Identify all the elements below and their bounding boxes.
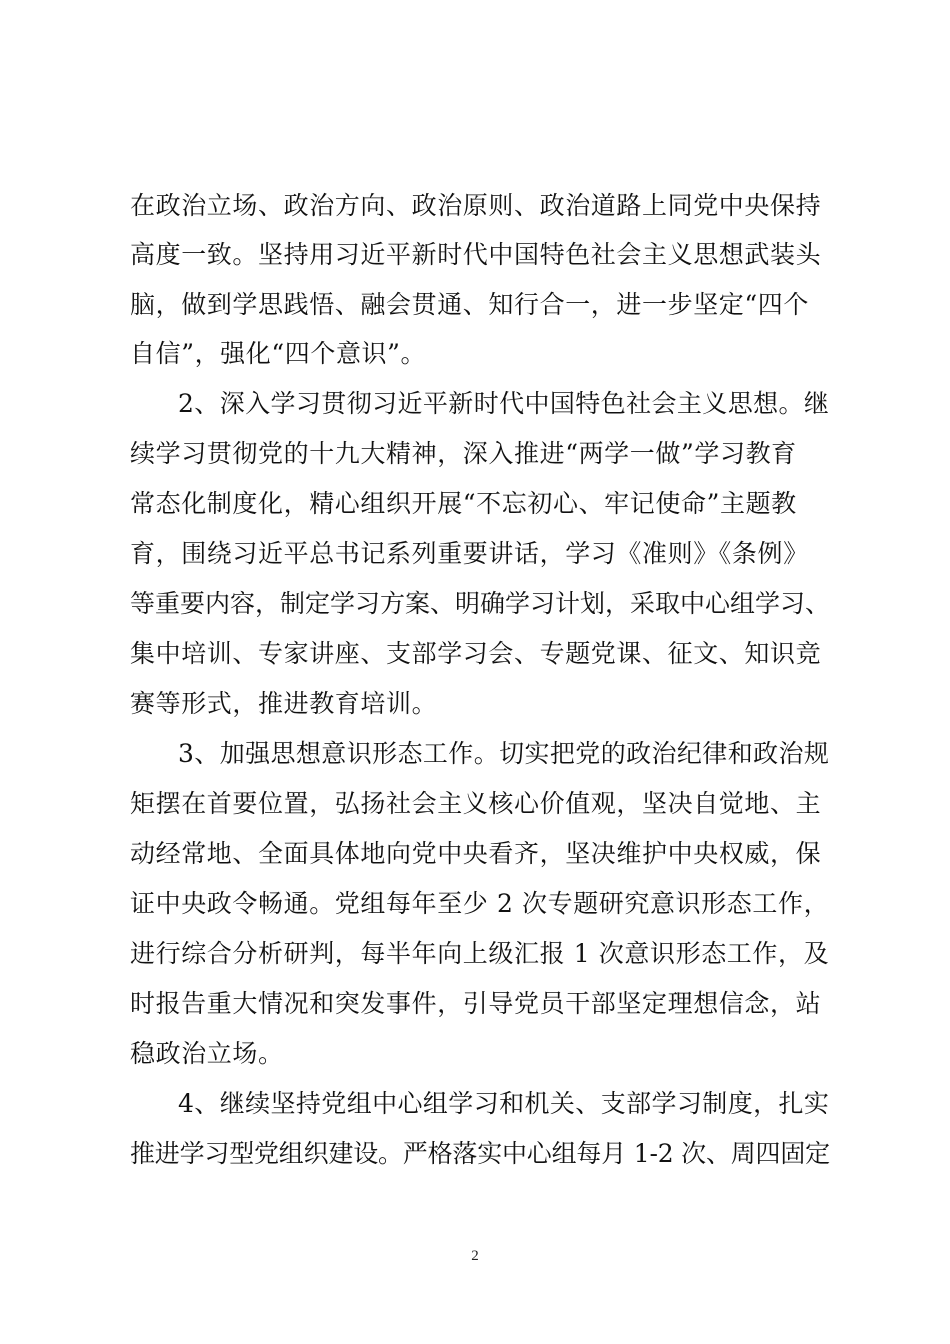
text-line: 时报告重大情况和突发事件，引导党员干部坚定理想信念，站 <box>130 989 822 1018</box>
text-line: 自信”，强化“四个意识”。 <box>130 339 427 368</box>
text-line: 2、深入学习贯彻习近平新时代中国特色社会主义思想。继 <box>178 389 830 418</box>
text-line: 等重要内容，制定学习方案、明确学习计划，采取中心组学习、 <box>130 589 831 618</box>
text-line: 高度一致。坚持用习近平新时代中国特色社会主义思想武装头 <box>130 240 822 269</box>
text-line: 集中培训、专家讲座、支部学习会、专题党课、征文、知识竞 <box>130 639 822 668</box>
text-line: 4、继续坚持党组中心组学习和机关、支部学习制度，扎实 <box>178 1089 830 1118</box>
text-line: 育，围绕习近平总书记系列重要讲话，学习《准则》《条例》 <box>130 539 809 568</box>
text-line: 脑，做到学思践悟、融会贯通、知行合一，进一步坚定“四个 <box>130 290 809 319</box>
text-line: 赛等形式，推进教育培训。 <box>130 689 438 718</box>
text-line: 进行综合分析研判，每半年向上级汇报 1 次意识形态工作，及 <box>130 939 830 968</box>
page-number: 2 <box>471 1248 479 1264</box>
text-line: 在政治立场、政治方向、政治原则、政治道路上同党中央保持 <box>130 191 822 220</box>
text-line: 常态化制度化，精心组织开展“不忘初心、牢记使命”主题教 <box>130 489 797 518</box>
text-line: 推进学习型党组织建设。严格落实中心组每月 1-2 次、周四固定 <box>130 1139 830 1168</box>
text-line: 续学习贯彻党的十九大精神，深入推进“两学一做”学习教育 <box>130 439 797 468</box>
text-line: 3、加强思想意识形态工作。切实把党的政治纪律和政治规 <box>178 739 830 768</box>
text-line: 证中央政令畅通。党组每年至少 2 次专题研究意识形态工作， <box>130 889 830 918</box>
text-line: 稳政治立场。 <box>130 1039 284 1068</box>
text-line: 动经常地、全面具体地向党中央看齐，坚决维护中央权威，保 <box>130 839 822 868</box>
text-line: 矩摆在首要位置，弘扬社会主义核心价值观，坚决自觉地、主 <box>130 789 822 818</box>
